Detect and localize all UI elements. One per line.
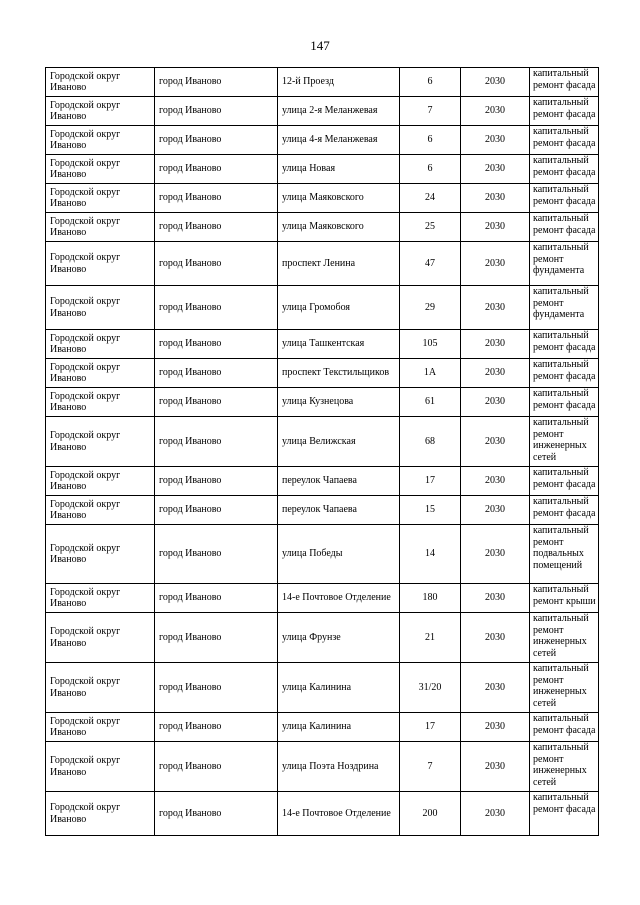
street-cell: улица Маяковского — [278, 184, 400, 213]
work-type-cell: капитальный ремонт фасада — [530, 126, 599, 155]
table-row — [46, 213, 599, 242]
house-number-cell: 31/20 — [400, 663, 461, 713]
district-cell: Городской округ Иваново — [46, 663, 155, 713]
work-type-cell: капитальный ремонт фасада — [530, 467, 599, 496]
table-row — [46, 286, 599, 330]
street-cell: переулок Чапаева — [278, 496, 400, 525]
work-type-cell: капитальный ремонт фасада — [530, 792, 599, 836]
work-type-cell: капитальный ремонт фундамента — [530, 286, 599, 330]
table-row — [46, 525, 599, 584]
work-type-cell: капитальный ремонт фасада — [530, 713, 599, 742]
house-number-cell: 200 — [400, 792, 461, 836]
year-cell: 2030 — [461, 388, 530, 417]
year-cell: 2030 — [461, 97, 530, 126]
street-cell: улица Кузнецова — [278, 388, 400, 417]
work-type-cell: капитальный ремонт фасада — [530, 388, 599, 417]
house-number-cell: 47 — [400, 242, 461, 286]
table-row — [46, 68, 599, 97]
work-type-cell: капитальный ремонт фасада — [530, 213, 599, 242]
table-row — [46, 584, 599, 613]
table-row — [46, 792, 599, 836]
work-type-cell: капитальный ремонт фасада — [530, 496, 599, 525]
year-cell: 2030 — [461, 713, 530, 742]
district-cell: Городской округ Иваново — [46, 792, 155, 836]
district-cell: Городской округ Иваново — [46, 388, 155, 417]
district-cell: Городской округ Иваново — [46, 742, 155, 792]
table-row — [46, 330, 599, 359]
district-cell: Городской округ Иваново — [46, 496, 155, 525]
table-row — [46, 126, 599, 155]
house-number-cell: 6 — [400, 155, 461, 184]
settlement-cell: город Иваново — [155, 286, 278, 330]
year-cell: 2030 — [461, 155, 530, 184]
street-cell: улица Победы — [278, 525, 400, 584]
district-cell: Городской округ Иваново — [46, 467, 155, 496]
street-cell: улица Фрунзе — [278, 613, 400, 663]
work-type-cell: капитальный ремонт инженерных сетей — [530, 742, 599, 792]
table-row — [46, 742, 599, 792]
table-row — [46, 613, 599, 663]
year-cell: 2030 — [461, 126, 530, 155]
year-cell: 2030 — [461, 613, 530, 663]
work-type-cell: капитальный ремонт фундамента — [530, 242, 599, 286]
year-cell: 2030 — [461, 467, 530, 496]
house-number-cell: 61 — [400, 388, 461, 417]
year-cell: 2030 — [461, 359, 530, 388]
settlement-cell: город Иваново — [155, 359, 278, 388]
settlement-cell: город Иваново — [155, 792, 278, 836]
year-cell: 2030 — [461, 286, 530, 330]
year-cell: 2030 — [461, 184, 530, 213]
district-cell: Городской округ Иваново — [46, 286, 155, 330]
work-type-cell: капитальный ремонт фасада — [530, 155, 599, 184]
street-cell: улица Новая — [278, 155, 400, 184]
settlement-cell: город Иваново — [155, 584, 278, 613]
district-cell: Городской округ Иваново — [46, 242, 155, 286]
house-number-cell: 25 — [400, 213, 461, 242]
district-cell: Городской округ Иваново — [46, 584, 155, 613]
work-type-cell: капитальный ремонт фасада — [530, 359, 599, 388]
table-row — [46, 417, 599, 467]
table-row — [46, 496, 599, 525]
house-number-cell: 21 — [400, 613, 461, 663]
district-cell: Городской округ Иваново — [46, 68, 155, 97]
year-cell: 2030 — [461, 525, 530, 584]
year-cell: 2030 — [461, 213, 530, 242]
district-cell: Городской округ Иваново — [46, 417, 155, 467]
work-type-cell: капитальный ремонт инженерных сетей — [530, 663, 599, 713]
street-cell: улица 4-я Меланжевая — [278, 126, 400, 155]
table-row — [46, 359, 599, 388]
settlement-cell: город Иваново — [155, 184, 278, 213]
district-cell: Городской округ Иваново — [46, 613, 155, 663]
house-number-cell: 68 — [400, 417, 461, 467]
settlement-cell: город Иваново — [155, 155, 278, 184]
year-cell: 2030 — [461, 742, 530, 792]
house-number-cell: 14 — [400, 525, 461, 584]
table-row — [46, 242, 599, 286]
work-type-cell: капитальный ремонт фасада — [530, 330, 599, 359]
street-cell: 12-й Проезд — [278, 68, 400, 97]
street-cell: 14-е Почтовое Отделение — [278, 584, 400, 613]
district-cell: Городской округ Иваново — [46, 155, 155, 184]
district-cell: Городской округ Иваново — [46, 713, 155, 742]
repair-schedule-table — [45, 67, 599, 836]
settlement-cell: город Иваново — [155, 97, 278, 126]
street-cell: 14-е Почтовое Отделение — [278, 792, 400, 836]
table-row — [46, 467, 599, 496]
street-cell: улица Маяковского — [278, 213, 400, 242]
page-number: 147 — [310, 38, 330, 53]
year-cell: 2030 — [461, 792, 530, 836]
house-number-cell: 17 — [400, 467, 461, 496]
settlement-cell: город Иваново — [155, 742, 278, 792]
street-cell: переулок Чапаева — [278, 467, 400, 496]
table-row — [46, 97, 599, 126]
street-cell: улица Поэта Ноздрина — [278, 742, 400, 792]
table-row — [46, 388, 599, 417]
district-cell: Городской округ Иваново — [46, 213, 155, 242]
work-type-cell: капитальный ремонт фасада — [530, 68, 599, 97]
settlement-cell: город Иваново — [155, 68, 278, 97]
settlement-cell: город Иваново — [155, 242, 278, 286]
house-number-cell: 6 — [400, 126, 461, 155]
table-row — [46, 184, 599, 213]
street-cell: улица Ташкентская — [278, 330, 400, 359]
work-type-cell: капитальный ремонт инженерных сетей — [530, 417, 599, 467]
work-type-cell: капитальный ремонт фасада — [530, 97, 599, 126]
work-type-cell: капитальный ремонт инженерных сетей — [530, 613, 599, 663]
table-body — [46, 68, 599, 836]
year-cell: 2030 — [461, 584, 530, 613]
house-number-cell: 7 — [400, 742, 461, 792]
house-number-cell: 105 — [400, 330, 461, 359]
house-number-cell: 17 — [400, 713, 461, 742]
year-cell: 2030 — [461, 663, 530, 713]
district-cell: Городской округ Иваново — [46, 184, 155, 213]
house-number-cell: 15 — [400, 496, 461, 525]
house-number-cell: 29 — [400, 286, 461, 330]
district-cell: Городской округ Иваново — [46, 330, 155, 359]
settlement-cell: город Иваново — [155, 467, 278, 496]
street-cell: улица 2-я Меланжевая — [278, 97, 400, 126]
year-cell: 2030 — [461, 68, 530, 97]
house-number-cell: 180 — [400, 584, 461, 613]
table-row — [46, 155, 599, 184]
house-number-cell: 6 — [400, 68, 461, 97]
settlement-cell: город Иваново — [155, 663, 278, 713]
house-number-cell: 24 — [400, 184, 461, 213]
district-cell: Городской округ Иваново — [46, 525, 155, 584]
street-cell: улица Громобоя — [278, 286, 400, 330]
district-cell: Городской округ Иваново — [46, 126, 155, 155]
work-type-cell: капитальный ремонт крыши — [530, 584, 599, 613]
settlement-cell: город Иваново — [155, 613, 278, 663]
settlement-cell: город Иваново — [155, 213, 278, 242]
street-cell: проспект Ленина — [278, 242, 400, 286]
house-number-cell: 1А — [400, 359, 461, 388]
work-type-cell: капитальный ремонт фасада — [530, 184, 599, 213]
year-cell: 2030 — [461, 330, 530, 359]
year-cell: 2030 — [461, 496, 530, 525]
settlement-cell: город Иваново — [155, 496, 278, 525]
table-row — [46, 663, 599, 713]
settlement-cell: город Иваново — [155, 330, 278, 359]
street-cell: проспект Текстильщиков — [278, 359, 400, 388]
settlement-cell: город Иваново — [155, 417, 278, 467]
settlement-cell: город Иваново — [155, 713, 278, 742]
street-cell: улица Велижская — [278, 417, 400, 467]
year-cell: 2030 — [461, 417, 530, 467]
district-cell: Городской округ Иваново — [46, 97, 155, 126]
year-cell: 2030 — [461, 242, 530, 286]
table-row — [46, 713, 599, 742]
settlement-cell: город Иваново — [155, 525, 278, 584]
street-cell: улица Калинина — [278, 663, 400, 713]
settlement-cell: город Иваново — [155, 388, 278, 417]
work-type-cell: капитальный ремонт подвальных помещений — [530, 525, 599, 584]
street-cell: улица Калинина — [278, 713, 400, 742]
settlement-cell: город Иваново — [155, 126, 278, 155]
house-number-cell: 7 — [400, 97, 461, 126]
district-cell: Городской округ Иваново — [46, 359, 155, 388]
